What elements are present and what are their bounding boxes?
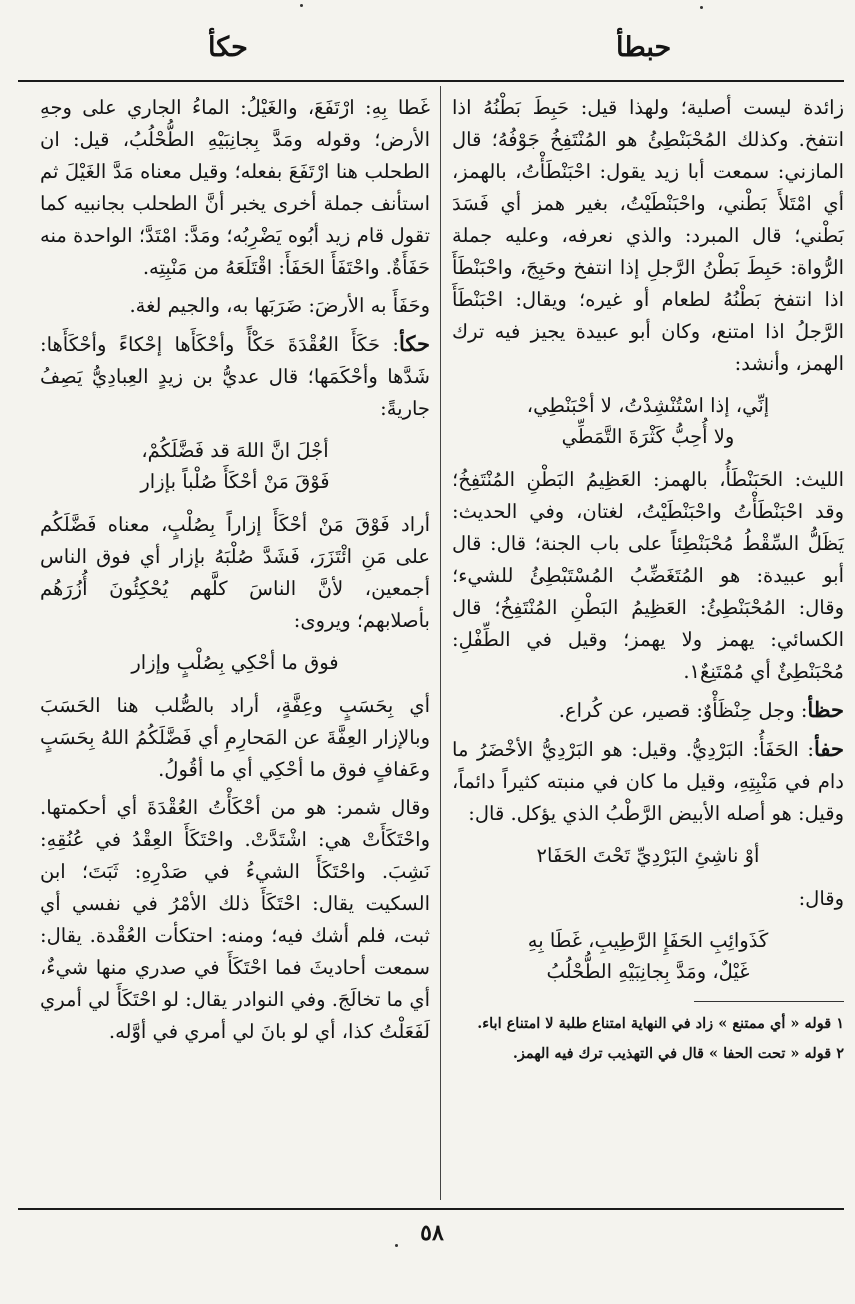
paragraph: وقال: xyxy=(798,887,844,910)
print-speck xyxy=(300,4,303,7)
column-divider xyxy=(440,86,441,1200)
verse xyxy=(40,647,430,678)
left-column xyxy=(40,92,430,1054)
entry-headword: حظأ xyxy=(807,697,844,722)
bottom-rule xyxy=(18,1208,844,1210)
verse-line: فوق ما أحْكِي بِصُلْبٍ وإزار xyxy=(131,651,339,674)
verse-line: إنِّي، إذا اسْتُنْشِدْتُ، لا أحْبَنْطِي، xyxy=(526,394,770,417)
right-column xyxy=(452,92,844,1072)
page-number: ٥٨ xyxy=(420,1220,444,1246)
running-header-left: حكأ xyxy=(208,32,248,63)
verse-line: أجْلَ انَّ اللهَ قد فَضَّلَكُمْ، xyxy=(141,439,329,462)
verse xyxy=(40,435,430,497)
paragraph: غَطا بِهِ: ارْتَفَعَ، والغَيْلُ: الماءُ الجاري على وجهِ الأرض؛ وقوله ومَدَّ بِجانِبَيْهِ الطُّحْلُبُ، قيل: ان الطحلب هنا ارْتَفَعَ بفعله؛ وقيل معناه مَدَّ الغَيْلَ ثم استأنف جملة أخرى يخبر أنَّ الطحلب بجانبيه كما تقول قام زيد أبُوه يَضْرِبُه؛ ومَدَّ: امْتَدَّ؛ الواحدة منه حَفَأَةٌ. واحْتَفَأَ الحَفَأَ: اقْتَلَعَهُ من مَنْبِتِه. xyxy=(40,96,430,279)
footnote-rule xyxy=(694,1001,844,1002)
entry-headword: حكأ xyxy=(399,331,430,356)
verse xyxy=(452,925,844,987)
entry-headword: حفأ xyxy=(813,736,844,761)
verse-line: كَذَوائِبِ الحَفَإِ الرَّطِيبِ، غَطَا بِهِ xyxy=(527,929,769,952)
paragraph: زائدة ليست أصلية؛ ولهذا قيل: حَبِطَ بَطْنُهُ اذا انتفخ. وكذلك المُحْبَنْطِئُ هو المُنْتَفِخُ جَوْفُهُ؛ قال المازني: سمعت أبا زيد يقول: احْبَنْطَأْتُ، بالهمز، أي امْتَلأَ بَطْني، واحْبَنْطَيْتُ، بغير همز أي فَسَدَ بَطْني؛ قال المبرد: والذي نعرفه، وعليه جملة الرُّواة: حَبِطَ بَطْنُ الرَّجلِ إذا انتفخ وحَبِجَ، واحْبَنْطَأَ اذا انتفخ بَطْنُهُ لطعام أو غيره؛ ويقال: احْبَنْطَأَ الرَّجلُ اذا امتنع، وكان أبو عبيدة يجيز فيه ترك الهمز، وأنشد: xyxy=(452,96,844,375)
entry-text: : الحَفَأُ: البَرْدِيُّ. وقيل: هو البَرْدِيُّ الأخْضَرُ ما دام في مَنْبِتِهِ، وقيل ما كان في منبته كثيراً دائماً، وقيل: هو أصله الأبيض الرَّطْبُ الذي يؤكل. قال: xyxy=(452,738,844,825)
paragraph: أي بِحَسَبٍ وعِفَّةٍ، أراد بالصُّلب هنا الحَسَبَ وبالإزار العِفَّةَ عن المَحارِمِ أي فَضَّلَكُمُ اللهُ بِحَسَبٍ وعَفافٍ فوق ما أحْكِي أي ما أقُولُ. xyxy=(40,694,430,781)
entry xyxy=(40,328,430,425)
paragraph: الليث: الحَبَنْطَأُ، بالهمز: العَظِيمُ البَطْنِ المُنْتَفِخُ؛ وقد احْبَنْطَأْتُ واحْبَنْطَيْتُ، لغتان، وفي الحديث: يَظَلُّ السِّقْطُ مُحْبَنْطِئاً على باب الجنة؛ قال: قال أبو عبيدة: هو المُتَغَضِّبُ المُسْتَبْطِئُ للشيء؛ وقال: المُحْبَنْطِئُ: العَظِيمُ البَطْنِ المُنْتَفِخُ؛ قال الكسائي: يهمز ولا يهمز؛ وقيل في الطِّفْلِ: مُحْبَنْطِئٌ أي مُمْتَنِعٌ١. xyxy=(452,468,844,683)
verse-line: ولا أُحِبُّ كَثْرَةَ التَّمَطِّي xyxy=(561,425,735,448)
paragraph: وحَفَأَ به الأرضَ: ضَرَبَها به، والجيم لغة. xyxy=(129,294,430,317)
verse-line: أوْ ناشِئِ البَرْدِيِّ تَحْتَ الحَفَا٢ xyxy=(536,844,760,867)
paragraph: أراد فَوْقَ مَنْ أحْكَأَ إزاراً بِصُلْبٍ، معناه فَضَّلَكُم على مَنِ ائْتَزَرَ، فَشَدَّ صُلْبَهُ بإزار أي فوق الناس أجمعين، لأنَّ الناسَ كلَّهم يُحْكِئُونَ أُزُرَهُم بأصلابهم؛ ويروى: xyxy=(40,513,430,632)
entry xyxy=(452,733,844,830)
verse xyxy=(452,390,844,452)
entry-text: : وجل حِنْظَأْوٌ: قصير، عن كُراع. xyxy=(558,699,808,722)
verse-line: فَوْقَ مَنْ أحْكَأَ صُلْباً بإزار xyxy=(140,470,330,493)
print-speck xyxy=(395,1244,398,1247)
verse xyxy=(452,840,844,871)
print-speck xyxy=(700,6,703,9)
paragraph: وقال شمر: هو من أحْكَأْتُ العُقْدَةَ أي أحكمتها. واحْتَكَأَتْ هي: اشْتَدَّتْ. واحْتَكَأَ العِقْدُ في عُنُقِهِ: نَشِبَ. واحْتَكَأَ الشيءُ في صَدْرِهِ: ثَبَتَ؛ ابن السكيت يقال: احْتَكَأَ ذلك الأمْرُ في نفسي أي ثبت، فلم أشك فيه؛ ومنه: احتكأت العُقْدة. يقال: سمعت أحاديثَ فما احْتَكَأَ في صدري منها شيءٌ، أي ما تخالَجَ. وفي النوادر يقال: لو احْتَكَأَ لي أمري لَفَعَلْتُ كذا، أي لو بانَ لي أمري في أوَّله. xyxy=(40,796,430,1043)
footnote: ٢ قوله « تحت الحفا » قال في التهذيب ترك فيه الهمز. xyxy=(512,1045,844,1062)
entry xyxy=(452,694,844,727)
entry-text: : حَكَأَ العُقْدَةَ حَكْأً وأحْكَأَها إحْكاءً وأحْكَأَها: شَدَّها وأحْكَمَها؛ قال عديُّ بن زيدٍ العِبادِيُّ يَصِفُ جاريةً: xyxy=(40,333,430,420)
top-rule xyxy=(18,80,844,82)
running-header-right: حبطأ xyxy=(616,32,672,63)
footnote: ١ قوله « أي ممتنع » زاد في النهاية امتناع طلبة لا امتناع اباء. xyxy=(477,1015,844,1032)
verse-line: غَيْلٌ، ومَدَّ بِجانِبَيْهِ الطُّحْلُبُ xyxy=(546,960,750,983)
